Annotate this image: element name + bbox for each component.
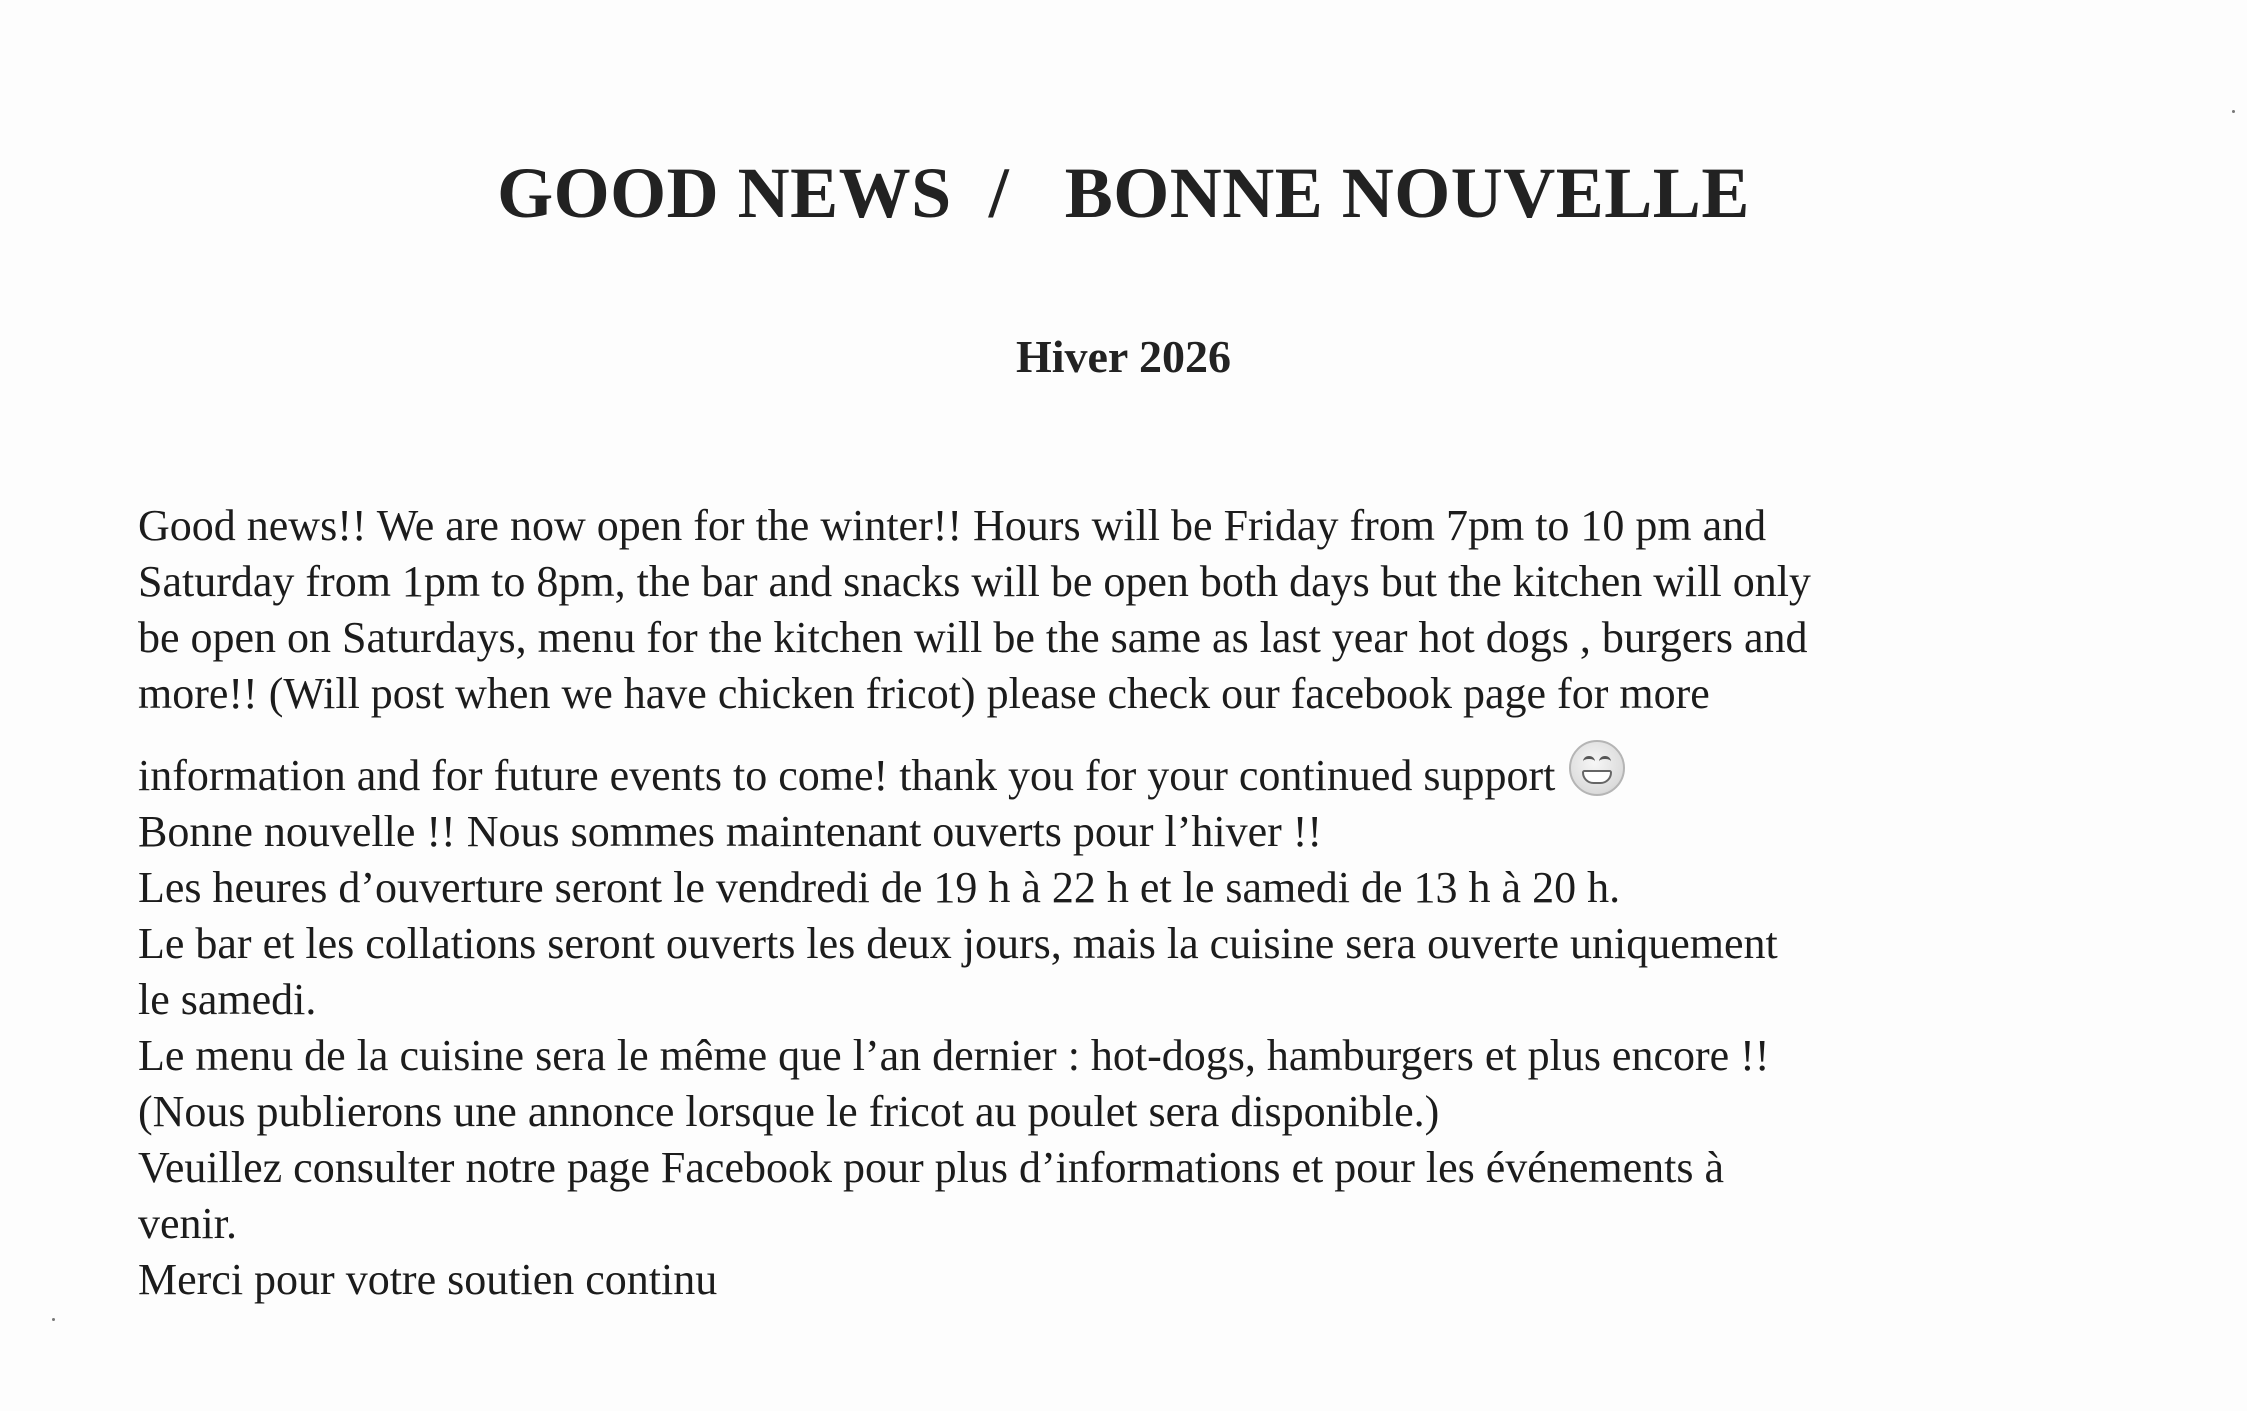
english-line: Saturday from 1pm to 8pm, the bar and snacks will be open both days but the kitchen will only	[138, 557, 1811, 606]
french-line: Merci pour votre soutien continu	[138, 1255, 718, 1304]
scan-speck	[2232, 110, 2235, 113]
english-last-line	[138, 740, 2118, 804]
scan-speck	[52, 1318, 55, 1321]
french-line: venir.	[138, 1199, 237, 1248]
english-line: information and for future events to come! thank you for your continued support	[138, 751, 1556, 800]
english-line: be open on Saturdays, menu for the kitchen will be the same as last year hot dogs , burgers and	[138, 613, 1808, 662]
french-line: Le menu de la cuisine sera le même que l’an dernier : hot-dogs, hamburgers et plus encore !!	[138, 1031, 1770, 1080]
grinning-face-icon	[1569, 740, 1625, 796]
season-subtitle: Hiver 2026	[1015, 331, 1232, 382]
english-line: Good news!! We are now open for the winter!! Hours will be Friday from 7pm to 10 pm and	[138, 501, 1767, 550]
page-title: GOOD NEWS / BONNE NOUVELLE	[497, 153, 1750, 233]
english-line: more!! (Will post when we have chicken fricot) please check our facebook page for more	[138, 669, 1710, 718]
french-line: Le bar et les collations seront ouverts les deux jours, mais la cuisine sera ouverte uniquement	[138, 919, 1778, 968]
french-line: Les heures d’ouverture seront le vendredi de 19 h à 22 h et le samedi de 13 h à 20 h.	[138, 863, 1621, 912]
french-line: le samedi.	[138, 975, 317, 1024]
announcement-body	[138, 498, 2118, 1308]
french-line: Bonne nouvelle !! Nous sommes maintenant ouverts pour l’hiver !!	[138, 807, 1323, 856]
french-line: Veuillez consulter notre page Facebook pour plus d’informations et pour les événements à	[138, 1143, 1724, 1192]
french-line: (Nous publierons une annonce lorsque le fricot au poulet sera disponible.)	[138, 1087, 1440, 1136]
